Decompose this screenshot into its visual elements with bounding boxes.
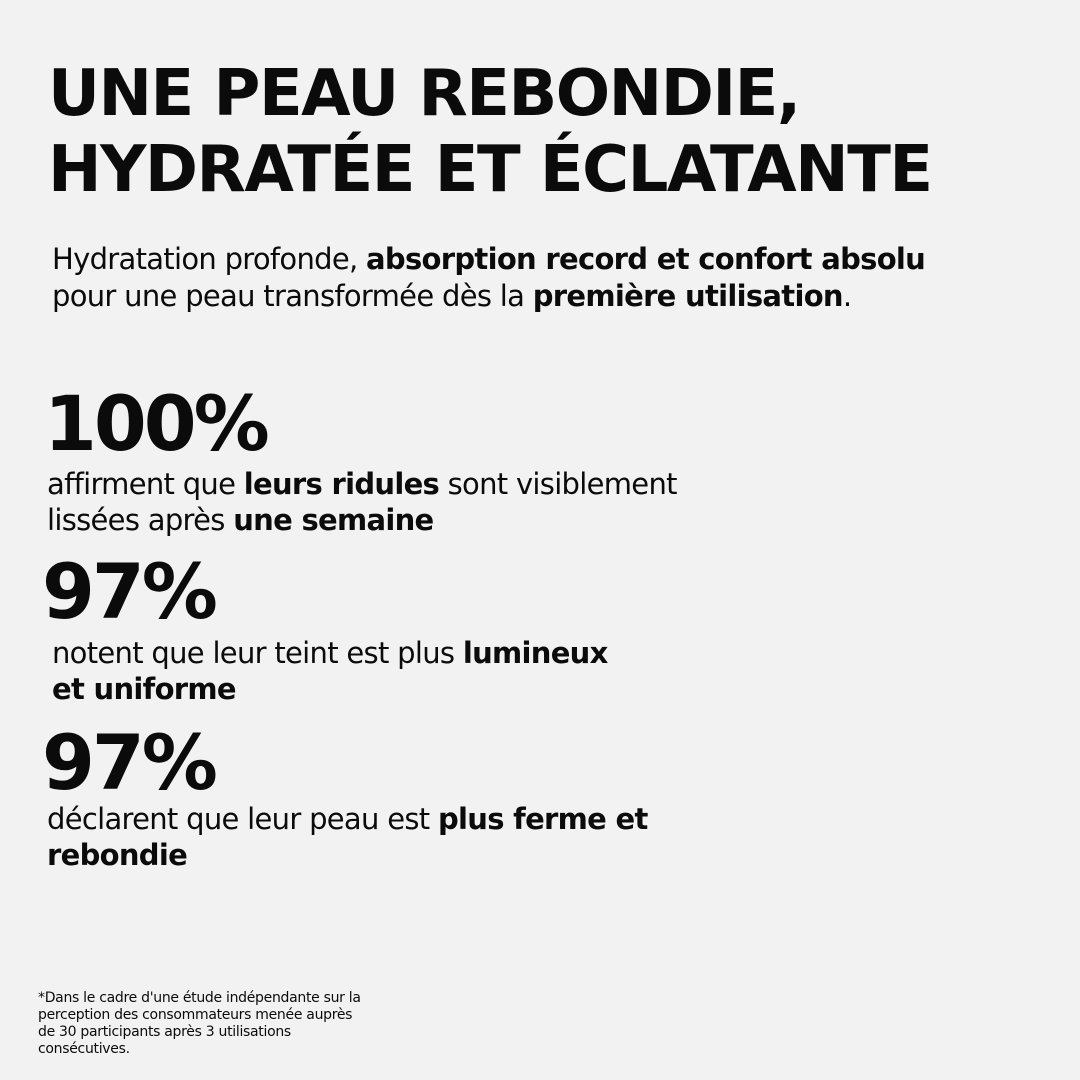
stat-1-line-2-regular: lissées après: [47, 503, 234, 537]
stat-3-line-1: [47, 801, 648, 837]
stat-2-line-2-bold: et uniforme: [52, 672, 236, 706]
intro-line-1-bold: absorption record et confort absolu: [366, 242, 926, 276]
stat-2-line-1-regular: notent que leur teint est plus: [52, 636, 463, 670]
stat-2-line-2: [52, 671, 608, 707]
stat-2-line-1-bold: lumineux: [462, 636, 608, 670]
stat-3-line-1-bold: plus ferme et: [437, 802, 648, 836]
footnote-line-2: perception des consommateurs menée auprès: [38, 1007, 353, 1023]
intro-line-2-regular: pour une peau transformée dès la: [52, 279, 533, 313]
intro-line-2: [52, 278, 925, 315]
intro-line-2-end: .: [842, 279, 852, 313]
stat-1-text: [47, 466, 677, 538]
stat-3-text: [47, 801, 648, 873]
footnote-line-1: *Dans le cadre d'une étude indépendante sur la: [38, 990, 361, 1006]
stat-1-line-1-regular: affirment que: [47, 467, 244, 501]
intro-line-1-regular: Hydratation profonde,: [52, 242, 367, 276]
stat-1-line-2: [47, 502, 677, 538]
stat-3-line-1-regular: déclarent que leur peau est: [47, 802, 438, 836]
intro-line-1: [52, 241, 925, 278]
intro-text: [52, 241, 925, 315]
stat-1-line-1-end: sont visiblement: [439, 467, 677, 501]
footnote-line-3: de 30 participants après 3 utilisations: [38, 1024, 291, 1040]
footnote-line-4: consécutives.: [38, 1041, 130, 1057]
stat-1-line-1-bold: leurs ridules: [243, 467, 440, 501]
footnote: [38, 990, 361, 1058]
stat-3-line-2: [47, 837, 648, 873]
stat-3-value: 97%: [42, 718, 215, 807]
headline-line-1: UNE PEAU REBONDIE,: [48, 57, 800, 131]
stat-1-line-2-bold: une semaine: [233, 503, 434, 537]
stat-2-value: 97%: [42, 547, 215, 636]
headline: [48, 56, 932, 208]
stat-2-line-1: [52, 635, 608, 671]
headline-line-2: HYDRATÉE ET ÉCLATANTE: [48, 133, 932, 207]
intro-line-2-bold: première utilisation: [532, 279, 843, 313]
stat-1-value: 100%: [44, 379, 267, 468]
stat-3-line-2-bold: rebondie: [47, 838, 188, 872]
stat-2-text: [52, 635, 608, 707]
stat-1-line-1: [47, 466, 677, 502]
